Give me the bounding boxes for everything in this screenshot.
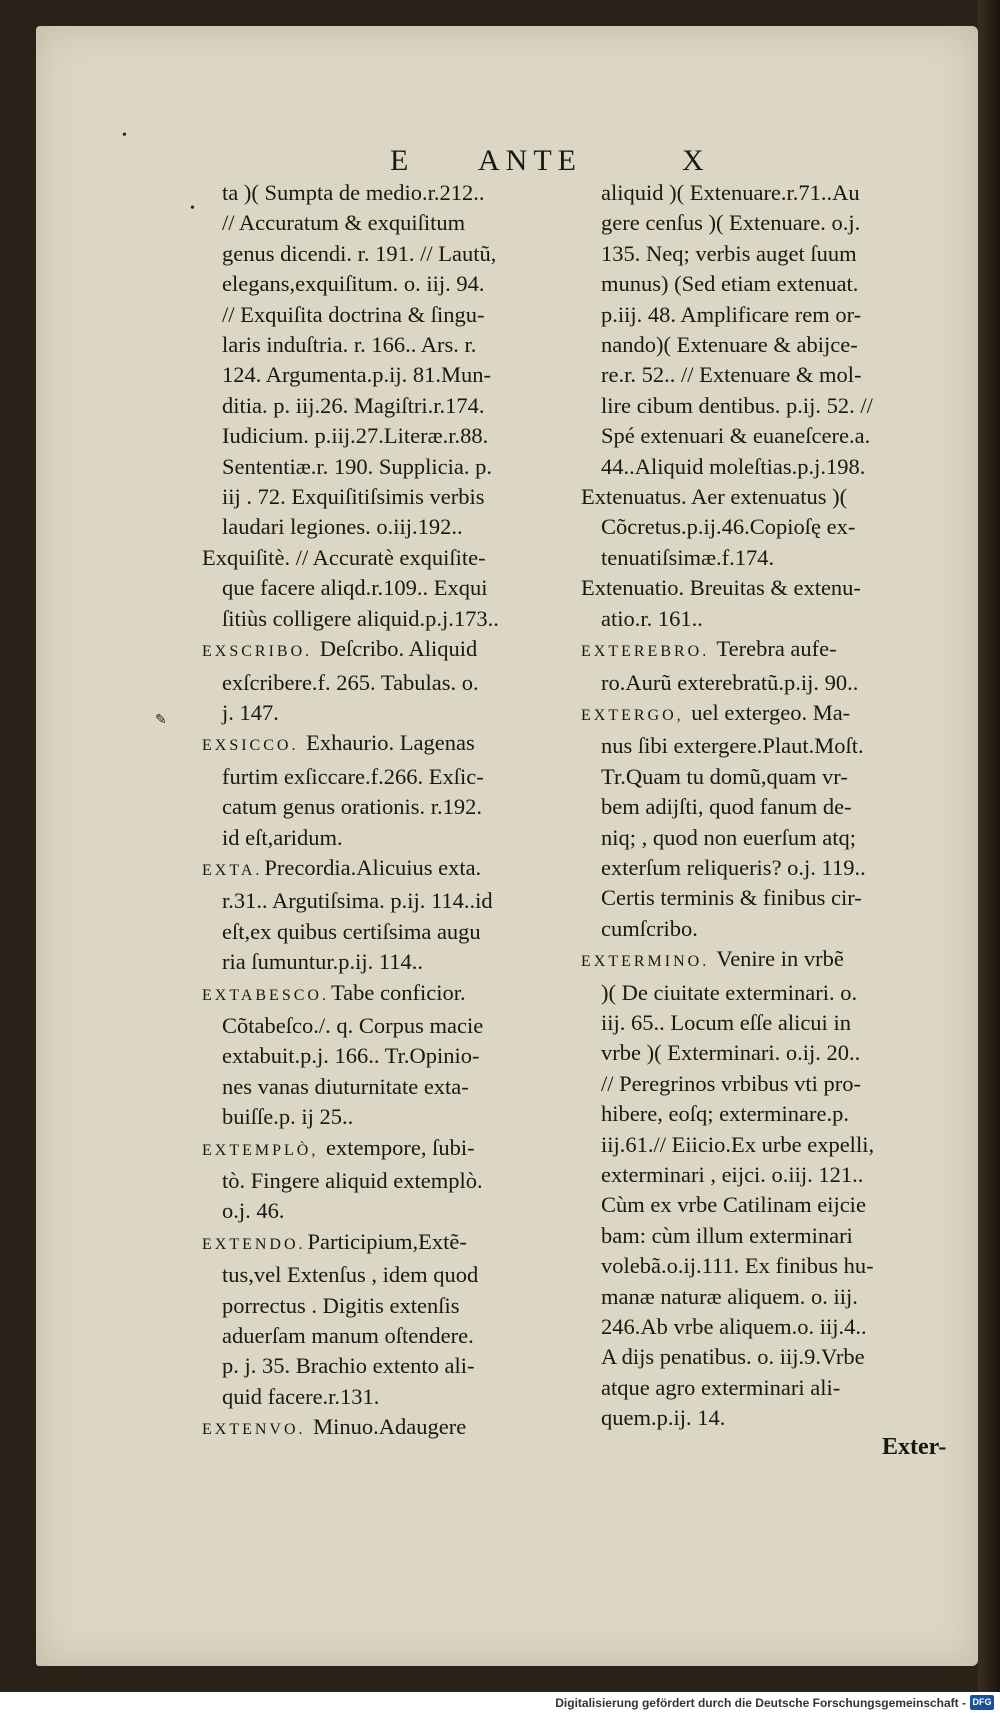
left-column (202, 178, 594, 1446)
text-line: Cõtabeſco./. q. Corpus macie (222, 1012, 484, 1038)
text-line: atio.r. 161.. (601, 605, 703, 631)
text-line: manæ naturæ aliquem. o. iij. (601, 1283, 858, 1309)
entry-first-line (202, 634, 594, 667)
definition: Participium,Extẽ- (307, 1228, 467, 1254)
text-line: Spé extenuari & euaneſcere.a. (601, 423, 871, 449)
text-line: lire cibum dentibus. p.ij. 52. // (601, 392, 873, 418)
headword: EXTERGO, (581, 706, 684, 724)
text-line: )( De ciuitate exterminari. o. (601, 979, 858, 1005)
definition: Precordia.Alicuius exta. (264, 854, 482, 880)
entry-continuation (222, 178, 594, 543)
entry-first-line (581, 944, 981, 977)
text-line: bam: cùm illum exterminari (601, 1222, 853, 1248)
text-line: niq; , quod non euerſum atq; (601, 824, 856, 850)
text-line: cumſcribo. (601, 915, 698, 941)
text-line: hibere, eoſq; exterminare.p. (601, 1101, 850, 1127)
text-line: o.j. 46. (222, 1198, 285, 1224)
entry-extenuatus (581, 482, 981, 573)
definition: uel extergeo. Ma- (685, 699, 851, 725)
entry-first-line: Extenuatus. Aer extenuatus )( (581, 484, 848, 510)
definition: extempore, ſubi- (320, 1134, 475, 1160)
entry-first-line (581, 698, 981, 731)
headword: EXTA. (202, 861, 263, 879)
definition: Minuo.Adaugere (307, 1414, 467, 1440)
text-line: volebã.o.ij.111. Ex finibus hu- (601, 1253, 874, 1279)
text-line: Cõcretus.p.ij.46.Copioſę ex- (601, 514, 856, 540)
text-line: re.r. 52.. // Extenuare & mol- (601, 362, 862, 388)
headword: EXTABESCO. (202, 986, 329, 1004)
text-line: iij.61.// Eiicio.Ex urbe expelli, (601, 1131, 875, 1157)
headword: EXSCRIBO. (202, 643, 313, 661)
funding-credit: Digitalisierung gefördert durch die Deutsche Forschungsgemeinschaft - (555, 1696, 966, 1710)
text-line: exſcribere.f. 265. Tabulas. o. (222, 669, 479, 695)
text-line: iij. 65.. Locum eſſe alicui in (601, 1009, 851, 1035)
definition: Terebra aufe- (711, 636, 837, 662)
text-line: p.iij. 48. Amplificare rem or- (601, 301, 862, 327)
catchword: Exter- (882, 1434, 947, 1460)
text-line: que facere aliqd.r.109.. Exqui (222, 575, 488, 601)
text-line: Tr.Quam tu domũ,quam vr- (601, 763, 848, 789)
text-line: ditia. p. iij.26. Magiſtri.r.174. (222, 392, 485, 418)
entry-exscribo (202, 634, 594, 728)
entry-exterebro (581, 634, 981, 698)
entry-exsicco (202, 728, 594, 853)
text-line: j. 147. (222, 699, 279, 725)
text-line: nes vanas diuturnitate exta- (222, 1073, 469, 1099)
text-line: 135. Neq; verbis auget ſuum (601, 240, 857, 266)
text-line: porrectus . Digitis extenſis (222, 1292, 460, 1318)
dfg-logo: DFG (970, 1695, 994, 1710)
text-line: quem.p.ij. 14. (601, 1405, 726, 1431)
text-line: ria ſumuntur.p.ij. 114.. (222, 949, 424, 975)
headword: EXTENVO. (202, 1421, 306, 1439)
text-line: iij . 72. Exquiſitiſsimis verbis (222, 484, 485, 510)
text-line: 246.Ab vrbe aliquem.o. iij.4.. (601, 1314, 867, 1340)
text-line: 124. Argumenta.p.ij. 81.Mun- (222, 362, 491, 388)
text-line: r.31.. Argutiſsima. p.ij. 114..id (222, 888, 493, 914)
entry-first-line (202, 728, 594, 761)
text-line: aduerſam manum oſtendere. (222, 1323, 474, 1349)
text-line: tò. Fingere aliquid extemplò. (222, 1168, 483, 1193)
definition: Tabe conficior. (330, 979, 466, 1005)
entry-exta (202, 853, 594, 978)
entry-first-line: Exquiſitè. // Accuratè exquiſite- (202, 544, 486, 570)
text-line: A dijs penatibus. o. iij.9.Vrbe (601, 1344, 865, 1370)
text-line: extabuit.p.j. 166.. Tr.Opinio- (222, 1043, 480, 1069)
header-letter-right: X (682, 144, 710, 177)
entry-first-line (581, 634, 981, 667)
text-line: munus) (Sed etiam extenuat. (601, 271, 859, 297)
digitization-footer (0, 1692, 1000, 1716)
text-line: aliquid )( Extenuare.r.71..Au (601, 180, 860, 205)
headword: EXTENDO. (202, 1235, 306, 1253)
definition: Venire in vrbẽ (711, 946, 844, 972)
text-line: // Exquiſita doctrina & ſingu- (222, 301, 485, 327)
book-page (36, 26, 978, 1666)
headword: EXTERMINO. (581, 953, 710, 971)
entry-extenuo (202, 1412, 594, 1445)
text-line: exterſum reliqueris? o.j. 119.. (601, 854, 866, 880)
definition: Exhaurio. Lagenas (300, 730, 475, 756)
margin-mark: • (122, 128, 127, 143)
text-line: nus ſibi extergere.Plaut.Moſt. (601, 733, 864, 759)
header-letter-left: E (390, 144, 415, 177)
text-line: buiſſe.p. ij 25.. (222, 1104, 354, 1130)
right-column (581, 178, 981, 1434)
entry-extendo (202, 1227, 594, 1412)
entry-first-line (202, 1133, 594, 1166)
text-line: ſitiùs colligere aliquid.p.j.173.. (222, 605, 499, 631)
text-line: eſt,ex quibus certiſsima augu (222, 918, 481, 944)
entry-extemplo (202, 1133, 594, 1227)
text-line: ta )( Sumpta de medio.r.212.. (222, 180, 485, 205)
text-line: ro.Aurũ exterebratũ.p.ij. 90.. (601, 669, 859, 695)
entry-extergo (581, 698, 981, 944)
text-line: tenuatiſsimæ.f.174. (601, 544, 775, 570)
entry-extabesco (202, 978, 594, 1133)
definition: Deſcribo. Aliquid (314, 636, 478, 662)
margin-mark: ✎ (155, 713, 167, 728)
text-line: nando)( Extenuare & abijce- (601, 332, 858, 358)
text-line: genus dicendi. r. 191. // Lautũ, (222, 240, 497, 266)
text-line: vrbe )( Exterminari. o.ij. 20.. (601, 1040, 861, 1066)
text-line: elegans,exquiſitum. o. iij. 94. (222, 271, 485, 297)
text-line: 44..Aliquid moleſtias.p.j.198. (601, 453, 866, 479)
text-line: Cùm ex vrbe Catilinam eijcie (601, 1192, 866, 1218)
text-line: laris induſtria. r. 166.. Ars. r. (222, 332, 477, 358)
entry-first-line: Extenuatio. Breuitas & extenu- (581, 575, 861, 601)
text-line: // Accuratum & exquiſitum (222, 210, 466, 236)
text-line: id eſt,aridum. (222, 824, 343, 850)
text-line: exterminari , eijci. o.iij. 121.. (601, 1162, 864, 1187)
headword: EXTEMPLÒ, (202, 1141, 319, 1159)
text-line: p. j. 35. Brachio extento ali- (222, 1353, 475, 1379)
header-word: ANTE (478, 144, 582, 177)
headword: EXTEREBRO. (581, 643, 710, 661)
text-line: // Peregrinos vrbibus vti pro- (601, 1070, 861, 1096)
entry-extermino (581, 944, 981, 1434)
text-line: atque agro exterminari ali- (601, 1374, 841, 1400)
text-line: Iudicium. p.iij.27.Literæ.r.88. (222, 423, 489, 449)
entry-first-line (202, 978, 594, 1011)
text-line: tus,vel Extenſus , idem quod (222, 1262, 479, 1288)
text-line: catum genus orationis. r.192. (222, 794, 482, 820)
text-line: Sententiæ.r. 190. Supplicia. p. (222, 453, 492, 479)
entry-first-line (202, 1412, 594, 1445)
entry-first-line (202, 853, 594, 886)
book-edge (978, 0, 1000, 1692)
running-header (36, 144, 978, 178)
text-line: Certis terminis & finibus cir- (601, 885, 862, 911)
text-line: bem adijſti, quod fanum de- (601, 794, 852, 820)
text-line: quid facere.r.131. (222, 1383, 380, 1409)
text-line: furtim exſiccare.f.266. Exſic- (222, 763, 484, 789)
margin-mark: • (190, 201, 195, 216)
entry-first-line (202, 1227, 594, 1260)
entry-continuation (601, 178, 981, 482)
entry-extenuatio (581, 573, 981, 634)
headword: EXSICCO. (202, 737, 299, 755)
text-line: gere cenſus )( Extenuare. o.j. (601, 210, 861, 236)
text-line: laudari legiones. o.iij.192.. (222, 514, 463, 540)
entry-exquisite (202, 543, 594, 634)
